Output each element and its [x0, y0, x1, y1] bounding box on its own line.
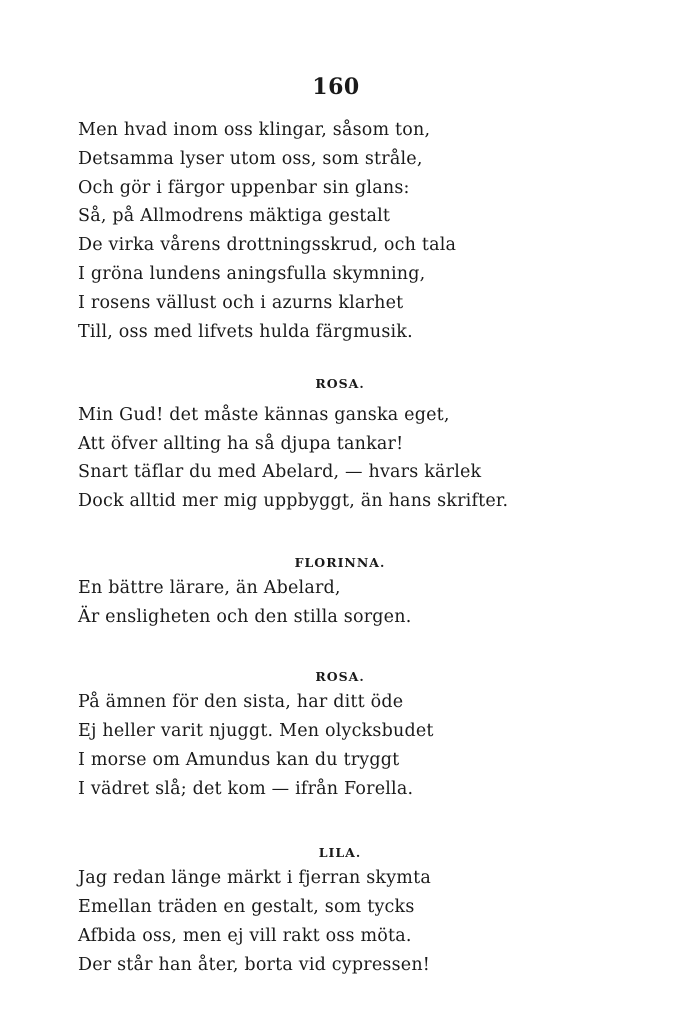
verse-line: Snart täflar du med Abelard, — hvars kärlek: [78, 462, 482, 482]
verse-line: Jag redan länge märkt i fjerran skymta: [78, 868, 431, 888]
verse-line: Så, på Allmodrens mäktiga gestalt: [78, 206, 391, 226]
verse-line: I vädret slå; det kom — ifrån Forella.: [78, 779, 414, 799]
verse-line: Der står han åter, borta vid cypressen!: [78, 955, 431, 975]
verse-line: I morse om Amundus kan du tryggt: [78, 750, 400, 770]
speaker-name: ROSA.: [315, 669, 365, 684]
verse-line: Och gör i färgor uppenbar sin glans:: [78, 178, 410, 198]
verse-line: På ämnen för den sista, har ditt öde: [78, 692, 404, 712]
speaker-name: FLORINNA.: [294, 555, 386, 570]
verse-line: Ej heller varit njuggt. Men olycksbudet: [78, 721, 434, 741]
speaker-name: ROSA.: [315, 376, 365, 391]
verse-line: Detsamma lyser utom oss, som stråle,: [78, 149, 423, 169]
verse-line: Min Gud! det måste kännas ganska eget,: [78, 405, 450, 425]
page-number: 160: [312, 74, 360, 100]
verse-line: Afbida oss, men ej vill rakt oss möta.: [78, 926, 412, 946]
verse-line: Till, oss med lifvets hulda färgmusik.: [78, 322, 413, 342]
verse-line: Emellan träden en gestalt, som tycks: [78, 897, 415, 917]
verse-line: En bättre lärare, än Abelard,: [78, 578, 341, 598]
speaker-name: LILA.: [318, 845, 362, 860]
verse-line: I rosens vällust och i azurns klarhet: [78, 293, 404, 313]
verse-line: Men hvad inom oss klingar, såsom ton,: [78, 120, 431, 140]
verse-line: Att öfver allting ha så djupa tankar!: [78, 434, 404, 454]
verse-line: De virka vårens drottningsskrud, och tala: [78, 235, 457, 255]
verse-line: I gröna lundens aningsfulla skymning,: [78, 264, 426, 284]
verse-line: Dock alltid mer mig uppbyggt, än hans skrifter.: [78, 491, 509, 511]
verse-line: Är ensligheten och den stilla sorgen.: [78, 607, 412, 627]
